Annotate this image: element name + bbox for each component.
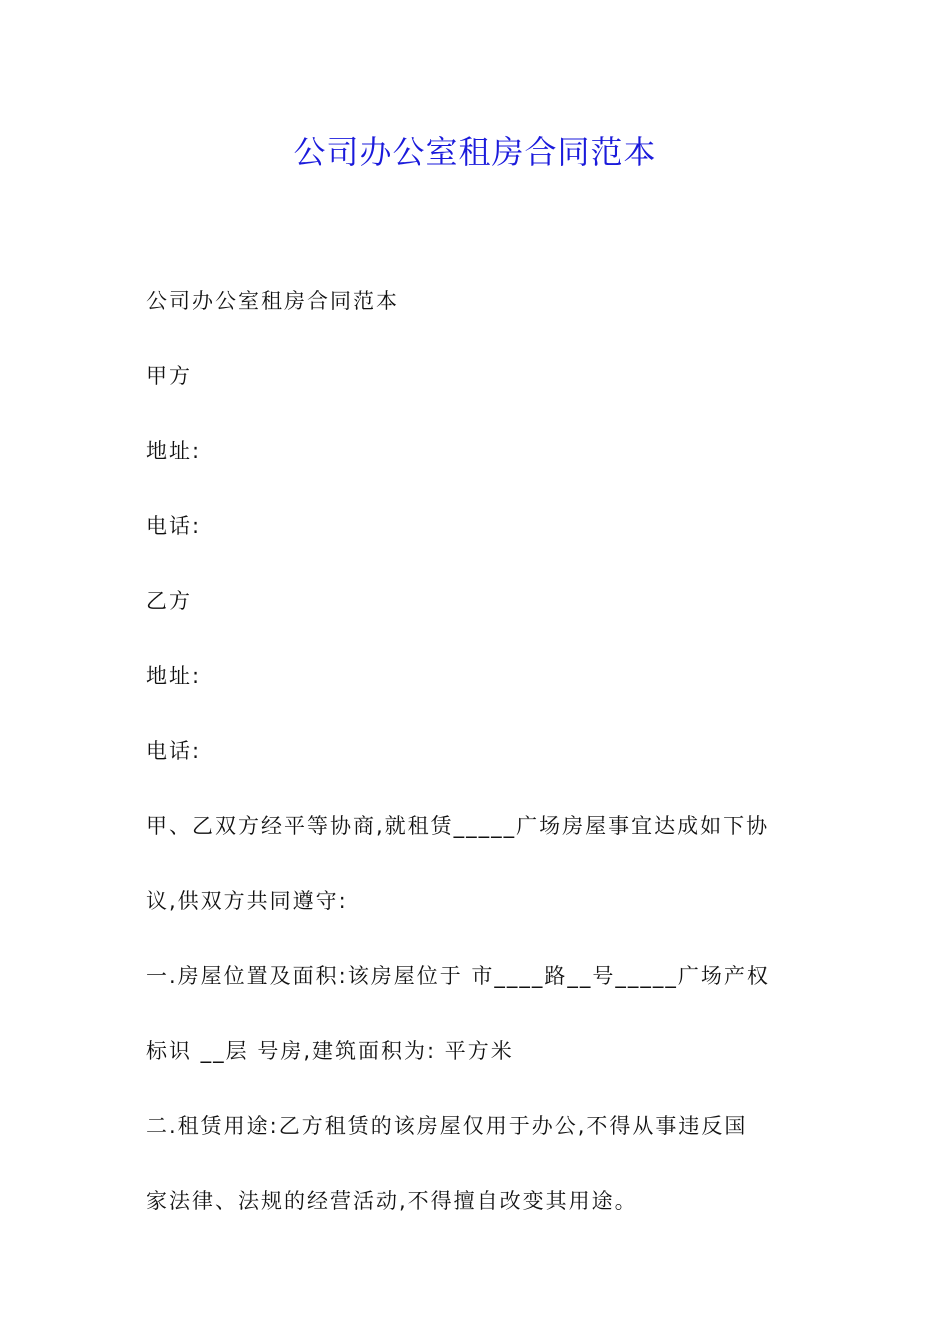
clause-1-line-1: 一.房屋位置及面积:该房屋位于 市____路__号_____广场产权 (146, 964, 770, 988)
party-a-phone: 电话: (146, 514, 202, 538)
agreement-intro-line-1: 甲、乙双方经平等协商,就租赁_____广场房屋事宜达成如下协 (146, 814, 770, 838)
party-a-label: 甲方 (146, 364, 192, 388)
party-b-phone: 电话: (146, 739, 202, 763)
agreement-intro-line-2: 议,供双方共同遵守: (146, 889, 348, 913)
clause-2-line-2: 家法律、法规的经营活动,不得擅自改变其用途。 (146, 1189, 638, 1213)
subtitle-line: 公司办公室租房合同范本 (146, 289, 399, 313)
party-b-address: 地址: (146, 664, 202, 688)
clause-1-line-2: 标识 __层 号房,建筑面积为: 平方米 (146, 1039, 514, 1063)
document-body (146, 264, 806, 1239)
party-b-label: 乙方 (146, 589, 192, 613)
party-a-address: 地址: (146, 439, 202, 463)
document-title: 公司办公室租房合同范本 (293, 133, 657, 171)
clause-2-line-1: 二.租赁用途:乙方租赁的该房屋仅用于办公,不得从事违反国 (146, 1114, 748, 1138)
